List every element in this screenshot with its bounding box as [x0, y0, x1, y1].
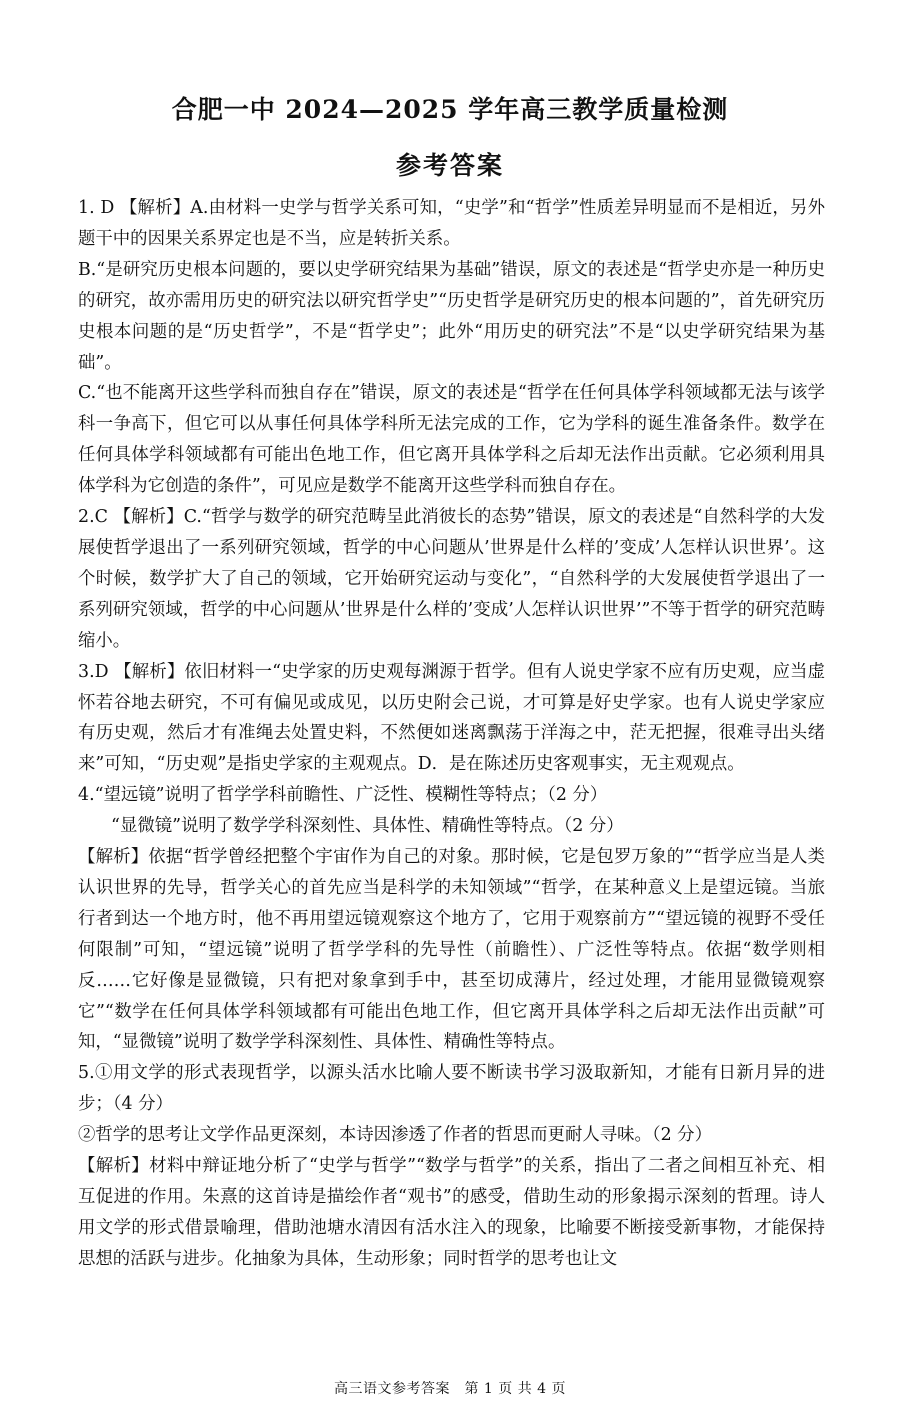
page-footer: 高三语文参考答案 第 1 页 共 4 页	[333, 1381, 567, 1397]
answer-4-telescope: 4.“望远镜”说明了哲学学科前瞻性、广泛性、模糊性等特点；（2 分）	[78, 785, 608, 806]
answer-4-microscope: “显微镜”说明了数学学科深刻性、具体性、精确性等特点。（2 分）	[111, 816, 624, 837]
answer-5-point-1: 5.①用文学的形式表现哲学，以源头活水比喻人要不断读书学习汲取新知，才能有日新月异的进步；（4 分）	[78, 1063, 825, 1115]
page-title: 合肥一中 2024—2025 学年高三教学质量检测	[171, 95, 729, 124]
answer-2-paragraph: 2.C 【解析】C.“哲学与数学的研究范畴呈此消彼长的态势”错误，原文的表述是“自然科学的大发展使哲学退出了一系列研究领域，哲学的中心问题从’世界是什么样的’变成’人怎样认识世界’。这个时候，数学扩大了自己的领域，它开始研究运动与变化”，“自然科学的大发展使哲学退出了一系列研究领域，哲学的中心问题从’世界是什么样的’变成’人怎样认识世界’”不等于哲学的研究范畴缩小。	[78, 507, 825, 651]
answer-1-paragraph-b: B.“是研究历史根本问题的，要以史学研究结果为基础”错误，原文的表述是“哲学史亦是一种历史的研究，故亦需用历史的研究法以研究哲学史”“历史哲学是研究历史的根本问题的”，首先研究历史根本问题的是“历史哲学”，不是“哲学史”；此外“用历史的研究法”不是“以史学研究结果为基础”。	[78, 259, 825, 373]
answer-1-paragraph-a: 1. D 【解析】A.由材料一史学与哲学关系可知，“史学”和“哲学”性质差异明显而不是相近，另外题干中的因果关系界定也是不当，应是转折关系。	[78, 198, 825, 249]
answer-3-paragraph: 3.D 【解析】依旧材料一“史学家的历史观每渊源于哲学。但有人说史学家不应有历史观，应当虚怀若谷地去研究，不可有偏见或成见，以历史附会己说，才可算是好史学家。也有人说史学家应有历史观，然后才有准绳去处置史料，不然便如迷离飘荡于洋海之中，茫无把握，很难寻出头绪来”可知，“历史观”是指史学家的主观观点。D．是在陈述历史客观事实，无主观观点。	[78, 661, 825, 775]
answer-1-paragraph-c: C.“也不能离开这些学科而独自存在”错误，原文的表述是“哲学在任何具体学科领域都无法与该学科一争高下，但它可以从事任何具体学科所无法完成的工作，它为学科的诞生准备条件。数学在任何具体学科领域都有可能出色地工作，但它离开具体学科之后却无法作出贡献。它必须利用具体学科为它创造的条件”，可见应是数学不能离开这些学科而独自存在。	[78, 383, 825, 497]
answer-5-point-2: ②哲学的思考让文学作品更深刻，本诗因渗透了作者的哲思而更耐人寻味。（2 分）	[78, 1125, 712, 1146]
page-subtitle: 参考答案	[395, 151, 504, 180]
answer-4-analysis: 【解析】依据“哲学曾经把整个宇宙作为自己的对象。那时候，它是包罗万象的”“哲学应当是人类认识世界的先导，哲学关心的首先应当是科学的未知领域”“哲学，在某种意义上是望远镜。当旅行者到达一个地方时，他不再用望远镜观察这个地方了，它用于观察前方”“望远镜的视野不受任何限制”可知，“望远镜”说明了哲学学科的先导性（前瞻性）、广泛性等特点。依据“数学则相反……它好像是显微镜，只有把对象拿到手中，甚至切成薄片，经过处理，才能用显微镜观察它”“数学在任何具体学科领域都有可能出色地工作，但它离开具体学科之后却无法作出贡献”可知，“显微镜”说明了数学学科深刻性、具体性、精确性等特点。	[78, 847, 825, 1053]
answer-5-analysis: 【解析】材料中辩证地分析了“史学与哲学”“数学与哲学”的关系，指出了二者之间相互补充、相互促进的作用。朱熹的这首诗是描绘作者“观书”的感受，借助生动的形象揭示深刻的哲理。诗人用文学的形式借景喻理，借助池塘水清因有活水注入的现象，比喻要不断接受新事物，才能保持思想的活跃与进步。化抽象为具体，生动形象；同时哲学的思考也让文	[78, 1156, 825, 1269]
answer-content	[78, 193, 825, 1275]
